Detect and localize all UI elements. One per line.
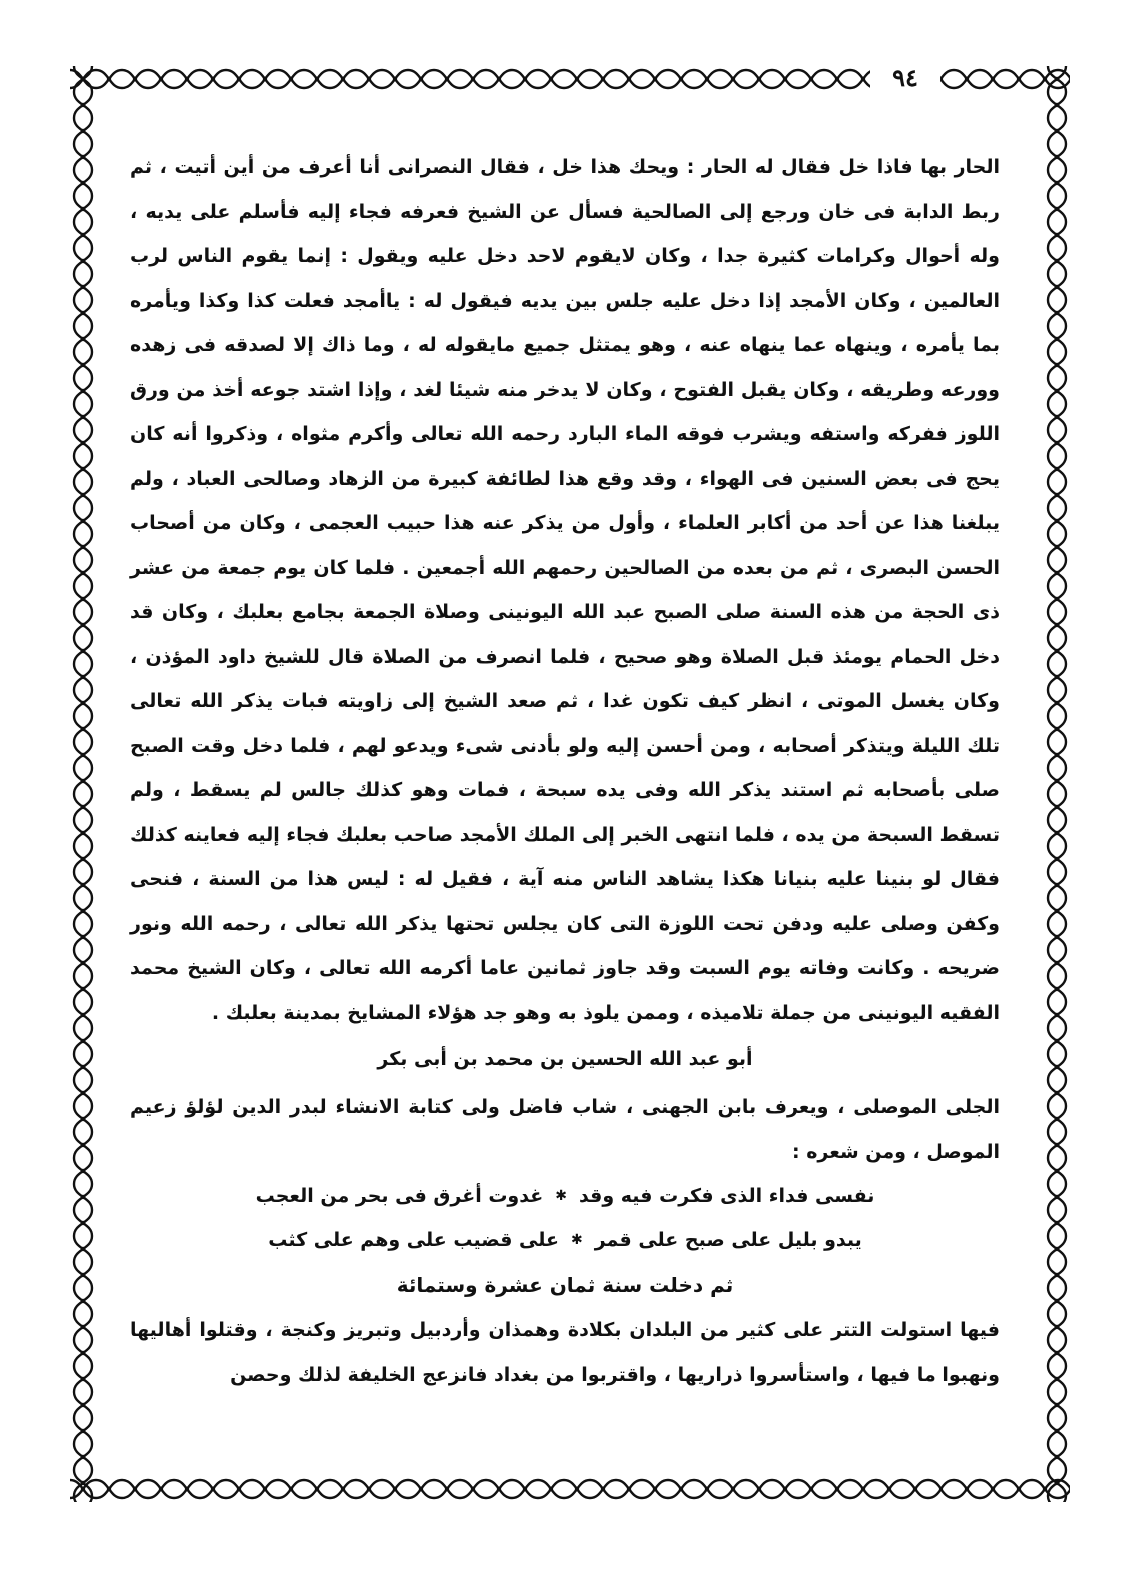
chain-knot [627, 1487, 631, 1491]
chain-knot [81, 1377, 85, 1381]
chain-knot [1055, 701, 1059, 705]
chain-knot [939, 1487, 943, 1491]
chain-knot [81, 1117, 85, 1121]
chain-knot [1055, 675, 1059, 679]
chain-knot [783, 1487, 787, 1491]
ornamental-border-right [1044, 66, 1070, 1502]
chain-knot [523, 77, 527, 81]
chain-knot [81, 701, 85, 705]
chain-knot [185, 1487, 189, 1491]
chain-knot [1055, 1065, 1059, 1069]
chain-knot [1055, 207, 1059, 211]
chain-knot [1055, 1143, 1059, 1147]
chain-knot [81, 857, 85, 861]
chain-knot [627, 77, 631, 81]
chain-knot [263, 1487, 267, 1491]
chain-knot [1017, 1487, 1021, 1491]
chain-knot [913, 1487, 917, 1491]
chain-knot [81, 1403, 85, 1407]
chain-knot [445, 1487, 449, 1491]
chain-knot [315, 1487, 319, 1491]
chain-knot [1055, 727, 1059, 731]
chain-knot [783, 77, 787, 81]
chain-knot [1055, 467, 1059, 471]
poem-verse-2 [130, 1218, 1000, 1262]
chain-knot [81, 1299, 85, 1303]
chain-knot [1055, 155, 1059, 159]
chain-knot [419, 77, 423, 81]
chain-knot [159, 1487, 163, 1491]
chain-knot [1055, 857, 1059, 861]
chain-knot [81, 649, 85, 653]
chain-knot [81, 1221, 85, 1225]
chain-knot [81, 1143, 85, 1147]
chain-knot [1055, 987, 1059, 991]
chain-knot [1055, 1247, 1059, 1251]
chain-knot [1055, 1169, 1059, 1173]
chain-knot [367, 1487, 371, 1491]
chain-knot [81, 181, 85, 185]
chain-knot [1055, 259, 1059, 263]
chain-link [74, 1496, 92, 1502]
ornamental-border-bottom [70, 1476, 1070, 1502]
poem-verse-1 [130, 1174, 1000, 1218]
chain-knot [757, 1487, 761, 1491]
chain-knot [81, 1195, 85, 1199]
chain-knot [1055, 1013, 1059, 1017]
chain-knot [81, 727, 85, 731]
chain-knot [81, 233, 85, 237]
chain-knot [601, 1487, 605, 1491]
chain-knot [81, 597, 85, 601]
chain-knot [1055, 831, 1059, 835]
chain-knot [809, 1487, 813, 1491]
chain-knot [497, 77, 501, 81]
chain-knot [81, 987, 85, 991]
paragraph-year-events: فيها استولت التتر على كثير من البلدان بكلادة وهمذان وأردبيل وتبريز وكنجة ، وقتلوا أهاليها ونهبوا ما فيها ، واستأسروا ذراريها ، واقتربوا من بغداد فانزعج الخليفة لذلك وحصن [130, 1319, 1000, 1386]
chain-knot [289, 1487, 293, 1491]
chain-knot [81, 1013, 85, 1017]
chain-knot [1055, 337, 1059, 341]
chain-knot [133, 77, 137, 81]
chain-knot [497, 1487, 501, 1491]
chain-knot [1055, 1273, 1059, 1277]
chain-knot [575, 77, 579, 81]
ornamental-border-left [70, 66, 96, 1502]
chain-knot [81, 909, 85, 913]
chain-knot [1055, 285, 1059, 289]
chain-knot [393, 1487, 397, 1491]
chain-knot [133, 1487, 137, 1491]
chain-knot [315, 77, 319, 81]
chain-knot [705, 77, 709, 81]
chain-knot [471, 77, 475, 81]
chain-knot [653, 1487, 657, 1491]
chain-knot [1055, 415, 1059, 419]
chain-knot [549, 77, 553, 81]
chain-knot [1055, 779, 1059, 783]
chain-knot [81, 259, 85, 263]
chain-knot [81, 1325, 85, 1329]
chain-knot [81, 831, 85, 835]
chain-knot [159, 77, 163, 81]
chain-knot [289, 77, 293, 81]
verse-2-first-hemistich: يبدو بليل على صبح على قمر [594, 1229, 862, 1251]
chain-knot [705, 1487, 709, 1491]
verse-separator-star: ✱ [555, 1188, 567, 1204]
verse-separator-star: ✱ [570, 1232, 583, 1248]
chain-knot [393, 77, 397, 81]
chain-knot [1055, 1325, 1059, 1329]
chain-knot [81, 1169, 85, 1173]
chain-knot [1055, 805, 1059, 809]
chain-knot [81, 1351, 85, 1355]
main-text [130, 145, 1000, 1465]
chain-knot [81, 389, 85, 393]
chain-knot [1055, 909, 1059, 913]
chain-knot [81, 285, 85, 289]
chain-knot [107, 77, 111, 81]
chain-knot [835, 77, 839, 81]
chain-knot [887, 1487, 891, 1491]
chain-knot [81, 935, 85, 939]
chain-knot [81, 363, 85, 367]
chain-knot [731, 77, 735, 81]
chain-knot [1055, 1299, 1059, 1303]
chain-knot [1055, 571, 1059, 575]
chain-knot [81, 1091, 85, 1095]
chain-knot [549, 1487, 553, 1491]
chain-link [74, 1496, 92, 1502]
chain-link [1048, 1496, 1066, 1502]
chain-knot [1055, 623, 1059, 627]
chain-knot [1055, 441, 1059, 445]
chain-knot [81, 1039, 85, 1043]
chain-knot [1055, 1221, 1059, 1225]
chain-knot [471, 1487, 475, 1491]
chain-knot [1055, 545, 1059, 549]
chain-knot [1055, 597, 1059, 601]
chain-knot [237, 1487, 241, 1491]
chain-knot [81, 493, 85, 497]
chain-knot [1055, 103, 1059, 107]
year-heading: ثم دخلت سنة ثمان عشرة وستمائة [396, 1273, 734, 1297]
chain-knot [1055, 493, 1059, 497]
chain-knot [861, 1487, 865, 1491]
chain-knot [1055, 1429, 1059, 1433]
chain-knot [81, 1247, 85, 1251]
chain-knot [679, 1487, 683, 1491]
chain-knot [679, 77, 683, 81]
chain-knot [81, 415, 85, 419]
chain-knot [1055, 935, 1059, 939]
chain-knot [81, 77, 85, 81]
chain-knot [757, 77, 761, 81]
chain-knot [81, 779, 85, 783]
chain-knot [81, 545, 85, 549]
chain-knot [81, 129, 85, 133]
chain-knot [991, 77, 995, 81]
chain-knot [81, 623, 85, 627]
chain-knot [1055, 519, 1059, 523]
chain-knot [1055, 1377, 1059, 1381]
chain-knot [81, 1481, 85, 1485]
chain-knot [81, 519, 85, 523]
chain-knot [1055, 1351, 1059, 1355]
chain-knot [81, 571, 85, 575]
chain-knot [1017, 77, 1021, 81]
chain-knot [1055, 883, 1059, 887]
chain-knot [81, 883, 85, 887]
chain-knot [341, 1487, 345, 1491]
biography-heading: أبو عبد الله الحسين بن محمد بن أبى بكر [377, 1048, 753, 1070]
chain-knot [107, 1487, 111, 1491]
chain-knot [185, 77, 189, 81]
chain-knot [341, 77, 345, 81]
chain-knot [81, 753, 85, 757]
chain-knot [1055, 1195, 1059, 1199]
chain-knot [1055, 389, 1059, 393]
chain-knot [1055, 1091, 1059, 1095]
chain-knot [809, 77, 813, 81]
chain-knot [1055, 1117, 1059, 1121]
chain-knot [835, 1487, 839, 1491]
chain-knot [81, 1273, 85, 1277]
chain-knot [1055, 1039, 1059, 1043]
chain-knot [81, 1455, 85, 1459]
paragraph-continuation: الحار بها فاذا خل فقال له الحار : ويحك هذا خل ، فقال النصرانى أنا أعرف من أين أتيت ، ثم ربط الدابة فى خان ورجع إلى الصالحية فسأل عن الشيخ فعرفه فجاء إليه فأسلم على يديه ، وله أحوال وكرامات كثيرة جدا ، وكان لايقوم لاحد دخل عليه ويقول : إنما يقوم الناس لرب العالمين ، وكان الأمجد إذا دخل عليه جلس بين يديه فيقول له : ياأمجد فعلت كذا وكذا ويأمره بما يأمره ، وينهاه عما ينهاه عنه ، وهو يمتثل جميع مايقوله له ، وما ذاك إلا لصدقه فى زهده وورعه وطريقه ، وكان يقبل الفتوح ، وكان لا يدخر منه شيئا لغد ، وإذا اشتد جوعه أخذ من ورق اللوز ففركه واستفه ويشرب فوقه الماء البارد رحمه الله تعالى وأكرم مثواه ، وذكروا أنه كان يحج فى بعض السنين فى الهواء ، وقد وقع هذا لطائفة كبيرة من الزهاد وصالحى العباد ، ولم يبلغنا هذا عن أحد من أكابر العلماء ، وأول من يذكر عنه هذا حبيب العجمى ، وكان من أصحاب الحسن البصرى ، ثم من بعده من الصالحين رحمهم الله أجمعين . فلما كان يوم جمعة من عشر ذى الحجة من هذه السنة صلى الصبح عبد الله اليونينى وصلاة الجمعة بجامع بعلبك ، وكان قد دخل الحمام يومئذ قبل الصلاة وهو صحيح ، فلما انصرف من الصلاة قال للشيخ داود المؤذن ، وكان يغسل الموتى ، انظر كيف تكون غدا ، ثم صعد الشيخ إلى زاويته فبات يذكر الله تعالى تلك الليلة ويتذكر أصحابه ، ومن أحسن إليه ولو بأدنى شىء ويدعو لهم ، فلما دخل وقت الصبح صلى بأصحابه ثم استند يذكر الله وفى يده سبحة ، فمات وهو كذلك جالس لم يسقط ، ولم تسقط السبحة من يده ، فلما انتهى الخبر إلى الملك الأمجد صاحب بعلبك فجاء إليه فعاينه كذلك فقال لو بنينا عليه بنيانا هكذا يشاهد الناس منه آية ، فقيل له : ليس هذا من السنة ، فنحى وكفن وصلى عليه ودفن تحت اللوزة التى كان يجلس تحتها يذكر الله تعالى ، رحمه الله ونور ضريحه . وكانت وفاته يوم السبت وقد جاوز ثمانين عاما أكرمه الله تعالى ، وكان الشيخ محمد الفقيه اليونينى من جملة تلاميذه ، وممن يلوذ به وهو جد هؤلاء المشايخ بمدينة بعلبك . [130, 156, 1000, 1024]
chain-knot [575, 1487, 579, 1491]
chain-knot [211, 77, 215, 81]
chain-knot [1055, 311, 1059, 315]
chain-knot [445, 77, 449, 81]
chain-knot [1055, 363, 1059, 367]
chain-knot [965, 1487, 969, 1491]
verse-1-second-hemistich: غدوت أغرق فى بحر من العجب [255, 1185, 544, 1207]
chain-knot [1055, 649, 1059, 653]
chain-knot [1055, 181, 1059, 185]
chain-knot [211, 1487, 215, 1491]
chain-knot [81, 805, 85, 809]
chain-knot [81, 337, 85, 341]
chain-knot [81, 155, 85, 159]
chain-knot [1055, 1481, 1059, 1485]
chain-knot [1055, 961, 1059, 965]
chain-knot [1055, 129, 1059, 133]
chain-knot [263, 77, 267, 81]
chain-knot [81, 1429, 85, 1433]
chain-knot [861, 77, 865, 81]
paragraph-biography: الجلى الموصلى ، ويعرف بابن الجهنى ، شاب فاضل ولى كتابة الانشاء لبدر الدين لؤلؤ زعيم الموصل ، ومن شعره : [130, 1096, 1000, 1163]
chain-knot [81, 103, 85, 107]
chain-knot [601, 77, 605, 81]
verse-1-first-hemistich: نفسى فداء الذى فكرت فيه وقد [578, 1185, 875, 1207]
chain-knot [81, 441, 85, 445]
chain-knot [731, 1487, 735, 1491]
chain-knot [81, 311, 85, 315]
chain-knot [367, 77, 371, 81]
chain-link [1048, 1496, 1066, 1502]
chain-knot [237, 77, 241, 81]
chain-knot [81, 961, 85, 965]
chain-knot [81, 467, 85, 471]
chain-knot [81, 675, 85, 679]
chain-knot [419, 1487, 423, 1491]
chain-knot [523, 1487, 527, 1491]
chain-knot [1055, 1455, 1059, 1459]
chain-knot [1055, 753, 1059, 757]
page-number: ٩٤ [870, 64, 940, 92]
chain-knot [1055, 77, 1059, 81]
chain-knot [1055, 233, 1059, 237]
chain-knot [991, 1487, 995, 1491]
chain-knot [81, 207, 85, 211]
chain-knot [1055, 1403, 1059, 1407]
chain-knot [965, 77, 969, 81]
chain-knot [81, 1065, 85, 1069]
verse-2-second-hemistich: على قضيب على وهم على كثب [268, 1229, 559, 1251]
chain-knot [653, 77, 657, 81]
